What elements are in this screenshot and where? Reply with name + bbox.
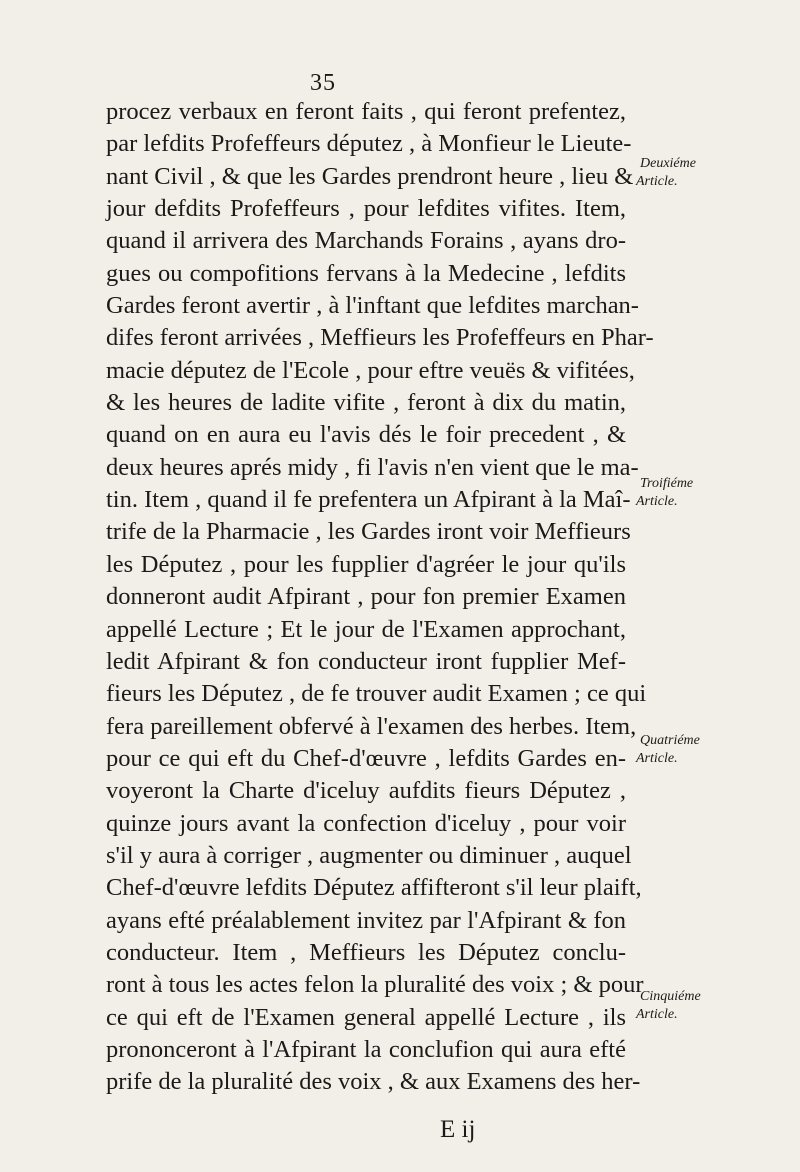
margin-note-ordinal: Troifiéme bbox=[640, 476, 694, 491]
text-line: Chef-d'œuvre lefdits Députez affifteront s'il leur plaift, bbox=[106, 874, 642, 902]
text-line: ayans efté préalablement invitez par l'Afpirant & fon bbox=[106, 906, 626, 934]
text-line: tin. Item , quand il fe prefentera un Afpirant à la Maî- bbox=[106, 486, 631, 514]
page-number: 35 bbox=[310, 70, 336, 96]
text-line: ront à tous les actes felon la pluralité des voix ; & pour bbox=[106, 971, 644, 999]
text-line: s'il y aura à corriger , augmenter ou diminuer , auquel bbox=[106, 841, 632, 869]
text-line: trife de la Pharmacie , les Gardes iront voir Meffieurs bbox=[106, 518, 631, 546]
text-line: prife de la pluralité des voix , & aux Examens des her- bbox=[106, 1068, 641, 1096]
text-line: difes feront arrivées , Meffieurs les Profeffeurs en Phar- bbox=[106, 324, 654, 352]
text-line: ce qui eft de l'Examen general appellé Lecture , ils bbox=[106, 1003, 626, 1031]
text-line: appellé Lecture ; Et le jour de l'Examen approchant, bbox=[106, 615, 626, 643]
text-line: nant Civil , & que les Gardes prendront heure , lieu & bbox=[106, 162, 634, 190]
text-line: donneront audit Afpirant , pour fon premier Examen bbox=[106, 583, 626, 611]
margin-note bbox=[632, 732, 782, 768]
signature-mark: E ij bbox=[440, 1116, 476, 1143]
text-line: gues ou compofitions fervans à la Medecine , lefdits bbox=[106, 259, 626, 287]
text-line: Gardes feront avertir , à l'inftant que lefdites marchan- bbox=[106, 292, 639, 320]
text-line: prononceront à l'Afpirant la conclufion qui aura efté bbox=[106, 1035, 626, 1063]
text-line: procez verbaux en feront faits , qui feront prefentez, bbox=[106, 98, 626, 125]
text-line: deux heures aprés midy , fi l'avis n'en vient que le ma- bbox=[106, 453, 639, 481]
margin-note-ordinal: Deuxiéme bbox=[640, 156, 696, 171]
text-line: pour ce qui eft du Chef-d'œuvre , lefdits Gardes en- bbox=[106, 744, 626, 772]
text-line: jour defdits Profeffeurs , pour lefdites vifites. Item, bbox=[106, 195, 626, 223]
margin-note-label: Article. bbox=[636, 1007, 678, 1022]
text-line: & les heures de ladite vifite , feront à dix du matin, bbox=[106, 389, 626, 417]
margin-note-label: Article. bbox=[636, 751, 678, 766]
text-line: ledit Afpirant & fon conducteur iront fupplier Mef- bbox=[106, 647, 626, 675]
margin-note-label: Article. bbox=[636, 494, 678, 509]
text-line: voyeront la Charte d'iceluy aufdits fieurs Députez , bbox=[106, 777, 626, 805]
text-line: conducteur. Item , Meffieurs les Députez conclu- bbox=[106, 938, 626, 966]
margin-note-ordinal: Cinquiéme bbox=[640, 989, 701, 1004]
text-line: par lefdits Profeffeurs députez , à Monfieur le Lieute- bbox=[106, 130, 632, 158]
text-line: quinze jours avant la confection d'iceluy , pour voir bbox=[106, 809, 626, 837]
margin-note bbox=[632, 988, 782, 1024]
text-line: fera pareillement obfervé à l'examen des herbes. Item, bbox=[106, 712, 637, 740]
text-line: quand on en aura eu l'avis dés le foir precedent , & bbox=[106, 421, 626, 449]
margin-note-ordinal: Quatriéme bbox=[640, 733, 700, 748]
margin-note-label: Article. bbox=[636, 174, 678, 189]
text-line: quand il arrivera des Marchands Forains , ayans dro- bbox=[106, 227, 626, 255]
body-text bbox=[106, 96, 654, 1099]
text-line: macie députez de l'Ecole , pour eftre veuës & vifitées, bbox=[106, 356, 635, 384]
text-line: fieurs les Députez , de fe trouver audit Examen ; ce qui bbox=[106, 680, 647, 708]
margin-note bbox=[632, 155, 782, 191]
margin-note bbox=[632, 475, 782, 511]
text-line: les Députez , pour les fupplier d'agréer le jour qu'ils bbox=[106, 550, 626, 578]
